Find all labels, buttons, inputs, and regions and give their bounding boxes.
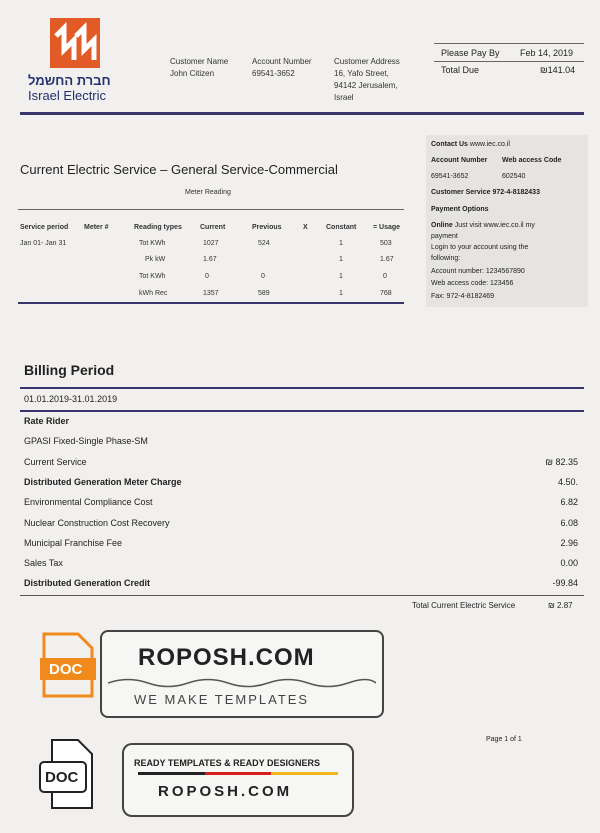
billing-item-label: Sales Tax [24,558,63,569]
col-meter-number: Meter # [84,224,109,231]
reading-previous: 0 [261,273,265,280]
reading-usage: 1.67 [380,256,394,263]
watermark-site: ROPOSH.COM [138,644,315,671]
reading-constant: 1 [339,290,343,297]
customer-name-label: Customer Name [170,57,229,66]
col-previous: Previous [252,224,282,231]
billing-line-item [24,578,578,588]
customer-address-line-2: 94142 Jerusalem, [334,81,398,90]
online-label: Online [431,222,453,229]
billing-line-item [24,436,578,446]
lightning-logo-icon [50,18,100,68]
reading-constant: 1 [339,240,343,247]
col-usage: = Usage [373,224,401,231]
reading-constant: 1 [339,273,343,280]
header-divider [20,112,584,115]
service-separator [18,209,404,210]
customer-address-line-3: Israel [334,93,354,102]
reading-current: 1027 [203,240,219,247]
payment-line: Account number: 1234567890 [431,268,525,275]
watermark-site-2: ROPOSH.COM [158,783,293,800]
watermark-tagline: WE MAKE TEMPLATES [134,692,310,707]
billing-mid-divider [20,410,584,412]
billing-line-item [24,497,578,507]
reading-previous: 589 [258,290,270,297]
col-constant: Constant [326,224,357,231]
payment-line: Login to your account using the [431,244,529,251]
watermark-tagline-2: READY TEMPLATES & READY DESIGNERS [134,758,321,768]
billing-item-label: GPASI Fixed-Single Phase-SM [24,436,148,447]
billing-item-label: Rate Rider [24,416,70,426]
billing-top-divider [20,387,584,389]
col-x: X [303,224,308,231]
total-service-label: Total Current Electric Service [412,601,516,610]
billing-line-item [24,538,578,548]
billing-item-label: Distributed Generation Meter Charge [24,476,182,487]
reading-type: kWh Rec [139,290,168,297]
billing-period-range: 01.01.2019-31.01.2019 [24,394,118,404]
reading-current: 1.67 [203,256,217,263]
billing-item-label: Distributed Generation Credit [24,578,151,589]
wave-decoration-icon [108,676,376,690]
reading-type: Tot KWh [139,273,166,280]
reading-usage: 503 [380,240,392,247]
roposh-watermark [100,630,384,718]
payment-line: Web access code: 123456 [431,280,514,287]
billing-item-amount: 6.82 [560,497,578,508]
pay-box-top-line [434,43,584,44]
customer-name: John Citizen [170,69,215,78]
reading-current: 0 [205,273,209,280]
billing-item-label: Nuclear Construction Cost Recovery [24,517,170,528]
billing-item-label: Municipal Franchise Fee [24,537,123,548]
contact-account-number-label: Account Number [431,157,488,164]
meter-reading-label: Meter Reading [185,189,231,196]
customer-address-line-1: 16, Yafo Street, [334,69,389,78]
contact-web-access-code-label: Web access Code [502,157,562,164]
fax-number: Fax: 972-4-8182469 [431,293,495,300]
pay-box-mid-line [434,61,584,62]
page-number: Page 1 of 1 [486,736,522,743]
col-current: Current [200,224,226,231]
col-service-period: Service period [20,224,69,231]
payment-line: following: [431,255,461,262]
account-number: 69541-3652 [252,69,295,78]
billing-bottom-divider [20,595,584,596]
customer-address-label: Customer Address [334,57,400,66]
billing-item-amount: -99.84 [552,578,578,589]
account-number-label: Account Number [252,57,312,66]
billing-item-amount: 4.50. [557,476,578,487]
billing-item-label: Current Service [24,456,87,467]
reading-type: Pk kW [145,256,166,263]
contact-web-access-code: 602540 [502,173,526,180]
reading-type: Tot KWh [139,240,166,247]
billing-period-title: Billing Period [24,362,115,378]
contact-box [426,135,588,307]
brand-name-hebrew: חברת החשמל [28,73,111,88]
doc-label: DOC [49,661,83,678]
billing-line-item [24,477,578,487]
reading-usage: 768 [380,290,392,297]
contact-us-url[interactable]: www.iec.co.il [469,141,510,148]
billing-line-item [24,558,578,568]
doc-label-outline: DOC [45,769,79,786]
billing-item-amount: 2.96 [560,537,578,548]
billing-item-amount: 6.08 [560,517,578,528]
total-due-label: Total Due [441,65,480,75]
billing-line-item [24,518,578,528]
service-bottom-divider [18,302,404,304]
col-reading-types: Reading types [134,224,182,231]
billing-line-item [24,416,578,426]
reading-current: 1357 [203,290,219,297]
billing-item-label: Environmental Compliance Cost [24,497,153,508]
company-logo-mark [50,18,100,68]
reading-constant: 1 [339,256,343,263]
please-pay-by-label: Please Pay By [441,48,500,58]
service-title: Current Electric Service – General Service-Commercial [20,162,338,177]
reading-usage: 0 [383,273,387,280]
customer-service-phone: Customer Service 972-4-8182433 [431,189,540,196]
doc-file-icon-outline [38,738,94,810]
contact-us-label: Contact Us [431,141,468,148]
brand-name-english: Israel Electric [28,88,107,103]
please-pay-by-date: Feb 14, 2019 [520,48,574,58]
billing-item-amount: 0.00 [560,558,578,569]
service-period-value: Jan 01- Jan 31 [20,240,67,247]
doc-file-icon [40,632,96,698]
flag-stripe-decoration [138,772,338,775]
contact-account-number: 69541-3652 [431,173,469,180]
total-due-amount: ₪141.04 [540,65,576,75]
billing-line-item [24,457,578,467]
roposh-watermark-2 [122,743,354,817]
total-service-amount: ₪ 2.87 [548,601,573,610]
payment-line: payment [431,233,458,240]
online-text: Just visit www.iec.co.il my [454,222,535,229]
billing-item-amount: ₪ 82.35 [545,456,578,467]
payment-options-label: Payment Options [431,206,489,213]
reading-previous: 524 [258,240,270,247]
